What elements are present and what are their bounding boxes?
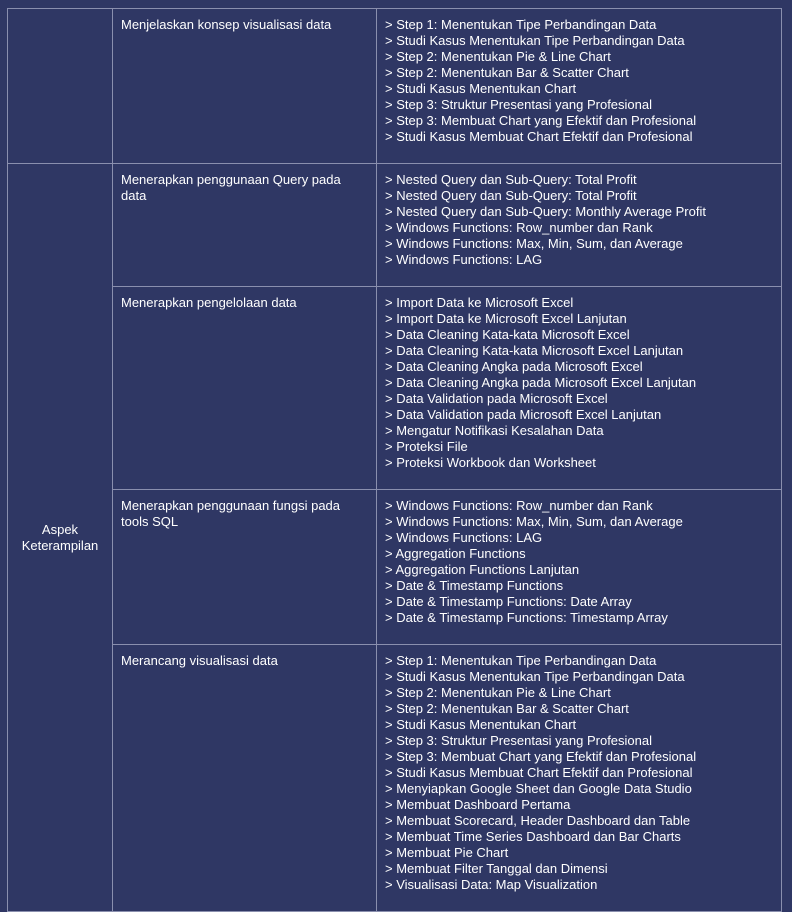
competency-cell: Menjelaskan konsep visualisasi data <box>113 9 377 164</box>
material-item: > Step 3: Struktur Presentasi yang Profesional <box>385 97 653 112</box>
competency-cell: Merancang visualisasi data <box>113 645 377 912</box>
material-item: > Membuat Filter Tanggal dan Dimensi <box>385 861 608 876</box>
material-item: > Data Cleaning Kata-kata Microsoft Excel <box>385 327 630 342</box>
material-item: > Nested Query dan Sub-Query: Total Profit <box>385 188 637 203</box>
material-item: > Proteksi Workbook dan Worksheet <box>385 455 596 470</box>
material-item: > Studi Kasus Menentukan Tipe Perbandingan Data <box>385 669 685 684</box>
material-item: > Studi Kasus Membuat Chart Efektif dan Profesional <box>385 129 693 144</box>
materials-cell <box>377 9 782 164</box>
table-row <box>8 9 782 164</box>
material-item: > Membuat Scorecard, Header Dashboard dan Table <box>385 813 691 828</box>
material-item: > Windows Functions: Row_number dan Rank <box>385 498 653 513</box>
aspect-label: Aspek Keterampilan <box>21 521 99 553</box>
material-item: > Studi Kasus Membuat Chart Efektif dan Profesional <box>385 765 693 780</box>
table-row <box>8 490 782 645</box>
material-item: > Menyiapkan Google Sheet dan Google Data Studio <box>385 781 692 796</box>
material-item: > Step 3: Membuat Chart yang Efektif dan Profesional <box>385 113 697 128</box>
material-item: > Proteksi File <box>385 439 468 454</box>
materials-cell <box>377 645 782 912</box>
table-row <box>8 645 782 912</box>
material-item: > Step 2: Menentukan Bar & Scatter Chart <box>385 701 629 716</box>
materials-cell <box>377 164 782 287</box>
material-item: > Membuat Dashboard Pertama <box>385 797 571 812</box>
material-item: > Step 2: Menentukan Pie & Line Chart <box>385 685 611 700</box>
material-item: > Studi Kasus Menentukan Chart <box>385 717 577 732</box>
material-item: > Data Cleaning Angka pada Microsoft Excel <box>385 359 643 374</box>
competency-cell: Menerapkan penggunaan Query pada data <box>113 164 377 287</box>
material-item: > Step 3: Struktur Presentasi yang Profesional <box>385 733 653 748</box>
material-item: > Data Cleaning Angka pada Microsoft Excel Lanjutan <box>385 375 697 390</box>
aspect-cell-empty <box>8 9 113 164</box>
competency-cell: Menerapkan pengelolaan data <box>113 287 377 490</box>
material-item: > Data Validation pada Microsoft Excel Lanjutan <box>385 407 662 422</box>
material-item: > Visualisasi Data: Map Visualization <box>385 877 598 892</box>
material-item: > Nested Query dan Sub-Query: Total Profit <box>385 172 637 187</box>
material-item: > Windows Functions: LAG <box>385 530 543 545</box>
material-item: > Nested Query dan Sub-Query: Monthly Average Profit <box>385 204 706 219</box>
materials-cell <box>377 490 782 645</box>
material-item: > Step 1: Menentukan Tipe Perbandingan Data <box>385 17 657 32</box>
competency-cell: Menerapkan penggunaan fungsi pada tools SQL <box>113 490 377 645</box>
materials-cell <box>377 287 782 490</box>
material-item: > Step 1: Menentukan Tipe Perbandingan Data <box>385 653 657 668</box>
material-item: > Step 2: Menentukan Pie & Line Chart <box>385 49 611 64</box>
material-item: > Windows Functions: Row_number dan Rank <box>385 220 653 235</box>
aspect-cell <box>8 164 113 912</box>
material-item: > Data Cleaning Kata-kata Microsoft Excel Lanjutan <box>385 343 684 358</box>
material-item: > Aggregation Functions Lanjutan <box>385 562 580 577</box>
material-item: > Windows Functions: LAG <box>385 252 543 267</box>
table-row <box>8 287 782 490</box>
material-item: > Date & Timestamp Functions: Timestamp Array <box>385 610 668 625</box>
material-item: > Step 2: Menentukan Bar & Scatter Chart <box>385 65 629 80</box>
material-item: > Studi Kasus Menentukan Tipe Perbandingan Data <box>385 33 685 48</box>
material-item: > Studi Kasus Menentukan Chart <box>385 81 577 96</box>
curriculum-table <box>7 8 782 912</box>
material-item: > Membuat Time Series Dashboard dan Bar Charts <box>385 829 681 844</box>
table-row <box>8 164 782 287</box>
material-item: > Date & Timestamp Functions <box>385 578 564 593</box>
material-item: > Step 3: Membuat Chart yang Efektif dan Profesional <box>385 749 697 764</box>
material-item: > Import Data ke Microsoft Excel Lanjutan <box>385 311 627 326</box>
material-item: > Aggregation Functions <box>385 546 526 561</box>
material-item: > Date & Timestamp Functions: Date Array <box>385 594 632 609</box>
material-item: > Import Data ke Microsoft Excel <box>385 295 574 310</box>
material-item: > Windows Functions: Max, Min, Sum, dan Average <box>385 236 683 251</box>
material-item: > Membuat Pie Chart <box>385 845 509 860</box>
material-item: > Windows Functions: Max, Min, Sum, dan Average <box>385 514 683 529</box>
material-item: > Mengatur Notifikasi Kesalahan Data <box>385 423 604 438</box>
material-item: > Data Validation pada Microsoft Excel <box>385 391 608 406</box>
